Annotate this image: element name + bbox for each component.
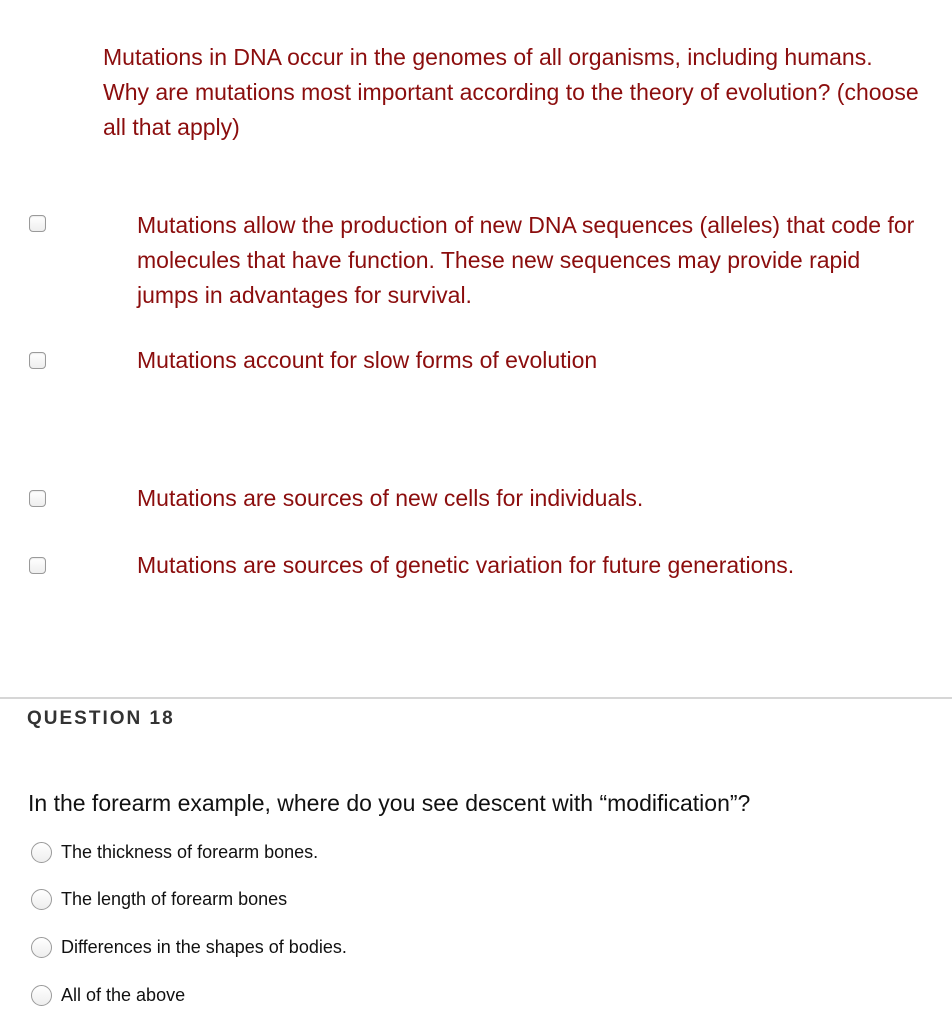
question-18-option-2[interactable] — [0, 888, 952, 918]
radio-button[interactable] — [31, 985, 52, 1006]
question-18-text: In the forearm example, where do you see descent with “modification”? — [28, 790, 751, 816]
question-divider — [0, 697, 952, 699]
checkbox[interactable] — [29, 557, 46, 574]
question-18-option-1[interactable] — [0, 841, 952, 871]
question-18-number: QUESTION 18 — [27, 708, 175, 729]
option-label: The length of forearm bones — [61, 889, 288, 909]
option-label: Mutations are sources of genetic variation for future generations. — [137, 552, 795, 578]
radio-button[interactable] — [31, 937, 52, 958]
option-label: Mutations are sources of new cells for individuals. — [137, 485, 644, 511]
radio-button[interactable] — [31, 889, 52, 910]
question-18-option-4[interactable] — [0, 984, 952, 1014]
checkbox[interactable] — [29, 490, 46, 507]
question-18-option-3[interactable] — [0, 936, 952, 966]
option-label: Mutations account for slow forms of evolution — [137, 347, 598, 373]
checkbox[interactable] — [29, 215, 46, 232]
option-label: All of the above — [61, 985, 186, 1005]
option-label: The thickness of forearm bones. — [61, 842, 319, 862]
option-label: Mutations allow the production of new DNA sequences (alleles) that code for molecules that have function. These new sequences may provide rapid jumps in advantages for survival. — [137, 212, 915, 308]
checkbox[interactable] — [29, 352, 46, 369]
option-label: Differences in the shapes of bodies. — [61, 937, 347, 957]
question-17-stem-line-2: Why are mutations most important according to the theory of evolution? (choose all that apply) — [103, 79, 919, 140]
question-17-stem — [103, 40, 933, 145]
question-17-stem-line-1: Mutations in DNA occur in the genomes of all organisms, including humans. — [103, 44, 873, 70]
radio-button[interactable] — [31, 842, 52, 863]
